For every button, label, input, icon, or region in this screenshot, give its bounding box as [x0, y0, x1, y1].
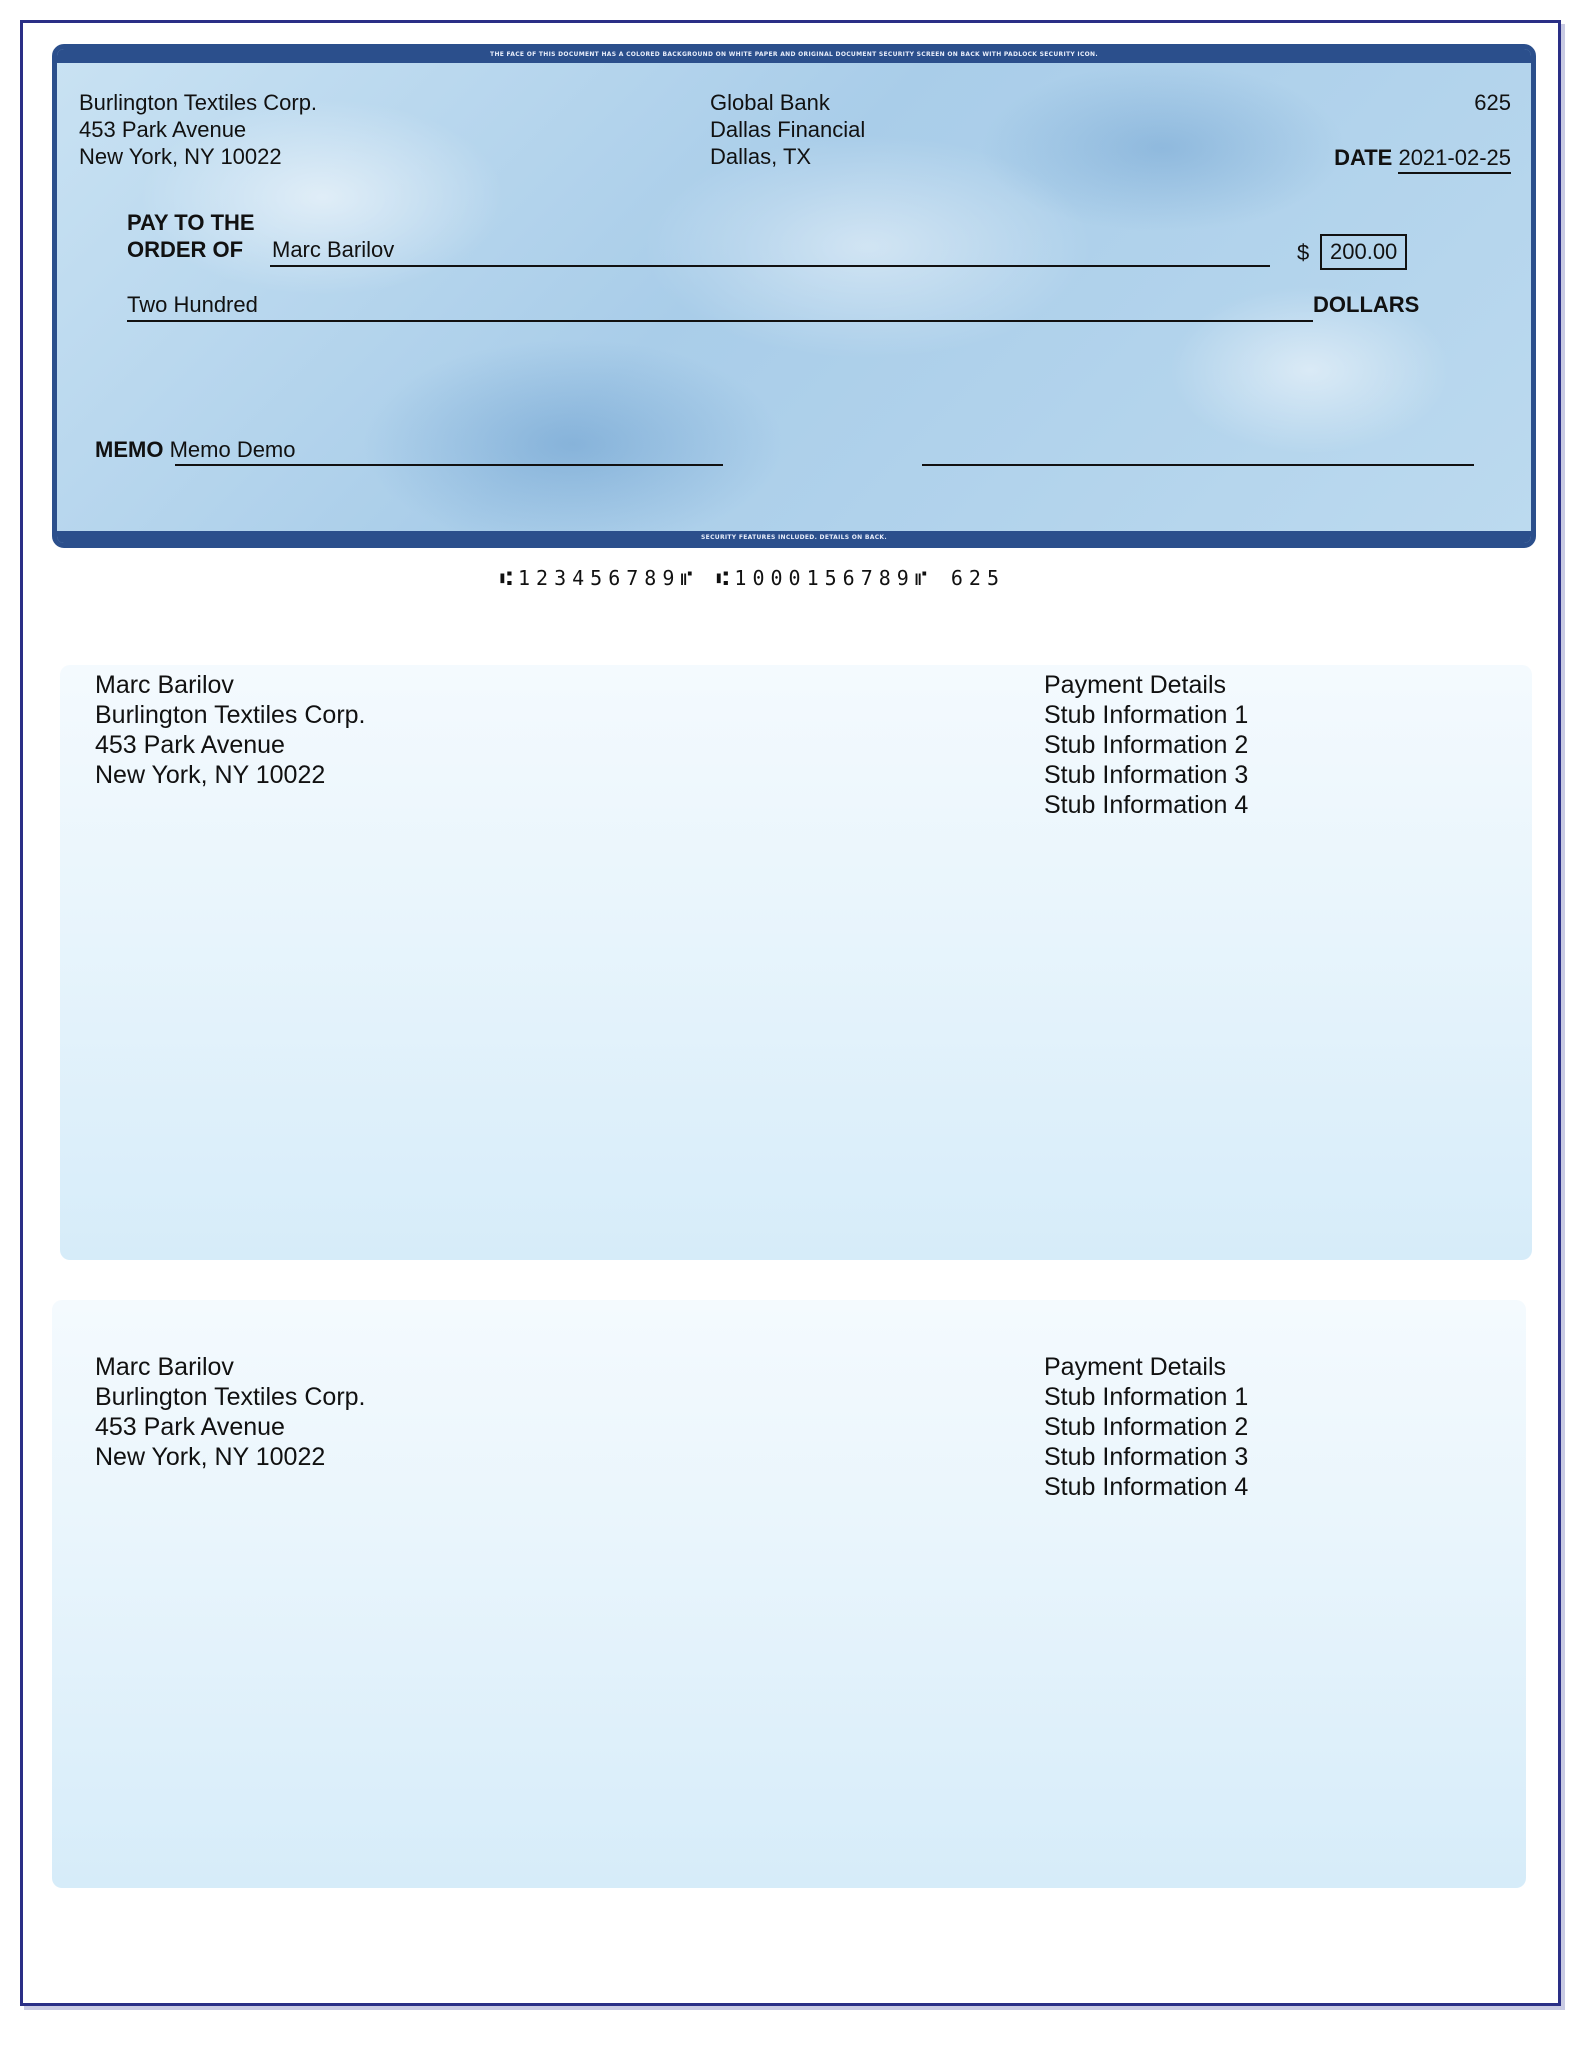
amount-in-words: Two Hundred	[127, 292, 258, 317]
stub-1-detail-4: Stub Information 4	[1044, 791, 1249, 819]
payee-line	[270, 265, 1270, 267]
memo-value: Memo Demo	[169, 437, 296, 462]
bank-line-3: Dallas, TX	[710, 144, 812, 169]
micr-line: ⑆123456789⑈ ⑆1000156789⑈ 625	[500, 566, 1005, 590]
stub-1-recipient-address-1: 453 Park Avenue	[95, 731, 285, 759]
stub-1-recipient-company: Burlington Textiles Corp.	[95, 701, 366, 729]
signature-line	[922, 464, 1474, 466]
pay-to-label-line-2: ORDER OF	[127, 237, 244, 262]
memo-label: MEMO	[95, 437, 164, 462]
date-value: 2021-02-25	[1398, 145, 1511, 174]
stub-2-recipient-address-2: New York, NY 10022	[95, 1443, 326, 1471]
currency-symbol: $	[1297, 240, 1310, 265]
stub-2-detail-3: Stub Information 3	[1044, 1443, 1249, 1471]
stub-1-recipient-address-2: New York, NY 10022	[95, 761, 326, 789]
security-microtext-top: THE FACE OF THIS DOCUMENT HAS A COLORED BACKGROUND ON WHITE PAPER AND ORIGINAL DOCUMENT SECURITY SCREEN ON BACK WITH PADLOCK SECURITY ICON.	[490, 51, 1098, 58]
payer-block	[79, 89, 317, 170]
pay-to-label-line-1: PAY TO THE	[127, 210, 255, 235]
stub-2-detail-4: Stub Information 4	[1044, 1473, 1249, 1501]
pay-to-label	[127, 209, 255, 263]
stub-2-recipient-address-1: 453 Park Avenue	[95, 1413, 285, 1441]
date-field	[1334, 144, 1511, 171]
amount-words-line	[127, 320, 1313, 322]
dollars-label: DOLLARS	[1313, 292, 1420, 317]
stub-2-payment-details	[1044, 1352, 1248, 1502]
payee-name: Marc Barilov	[272, 237, 395, 262]
check-number: 625	[1474, 90, 1511, 115]
amount-box: 200.00	[1320, 234, 1407, 270]
stub-1-recipient	[95, 670, 366, 790]
payer-name: Burlington Textiles Corp.	[79, 90, 318, 115]
stub-2-recipient-name: Marc Barilov	[95, 1353, 234, 1381]
bank-name: Global Bank	[710, 90, 830, 115]
stub-1-detail-2: Stub Information 2	[1044, 731, 1249, 759]
stub-1-details-title: Payment Details	[1044, 671, 1227, 699]
payer-address-line-1: 453 Park Avenue	[79, 117, 247, 142]
security-microtext-bottom: SECURITY FEATURES INCLUDED. DETAILS ON BACK.	[701, 534, 887, 541]
memo-line	[175, 464, 723, 466]
check	[52, 44, 1536, 548]
stub-2-recipient	[95, 1352, 366, 1472]
stub-1-recipient-name: Marc Barilov	[95, 671, 234, 699]
payer-address-line-2: New York, NY 10022	[79, 144, 282, 169]
stub-2-details-title: Payment Details	[1044, 1353, 1227, 1381]
bank-block	[710, 89, 865, 170]
stub-1-detail-1: Stub Information 1	[1044, 701, 1249, 729]
stub-2-recipient-company: Burlington Textiles Corp.	[95, 1383, 366, 1411]
bank-line-2: Dallas Financial	[710, 117, 866, 142]
stub-2-detail-1: Stub Information 1	[1044, 1383, 1249, 1411]
stub-2-detail-2: Stub Information 2	[1044, 1413, 1249, 1441]
stub-1-payment-details	[1044, 670, 1248, 820]
memo-field	[95, 436, 296, 463]
stub-1-detail-3: Stub Information 3	[1044, 761, 1249, 789]
date-label: DATE	[1334, 145, 1393, 170]
